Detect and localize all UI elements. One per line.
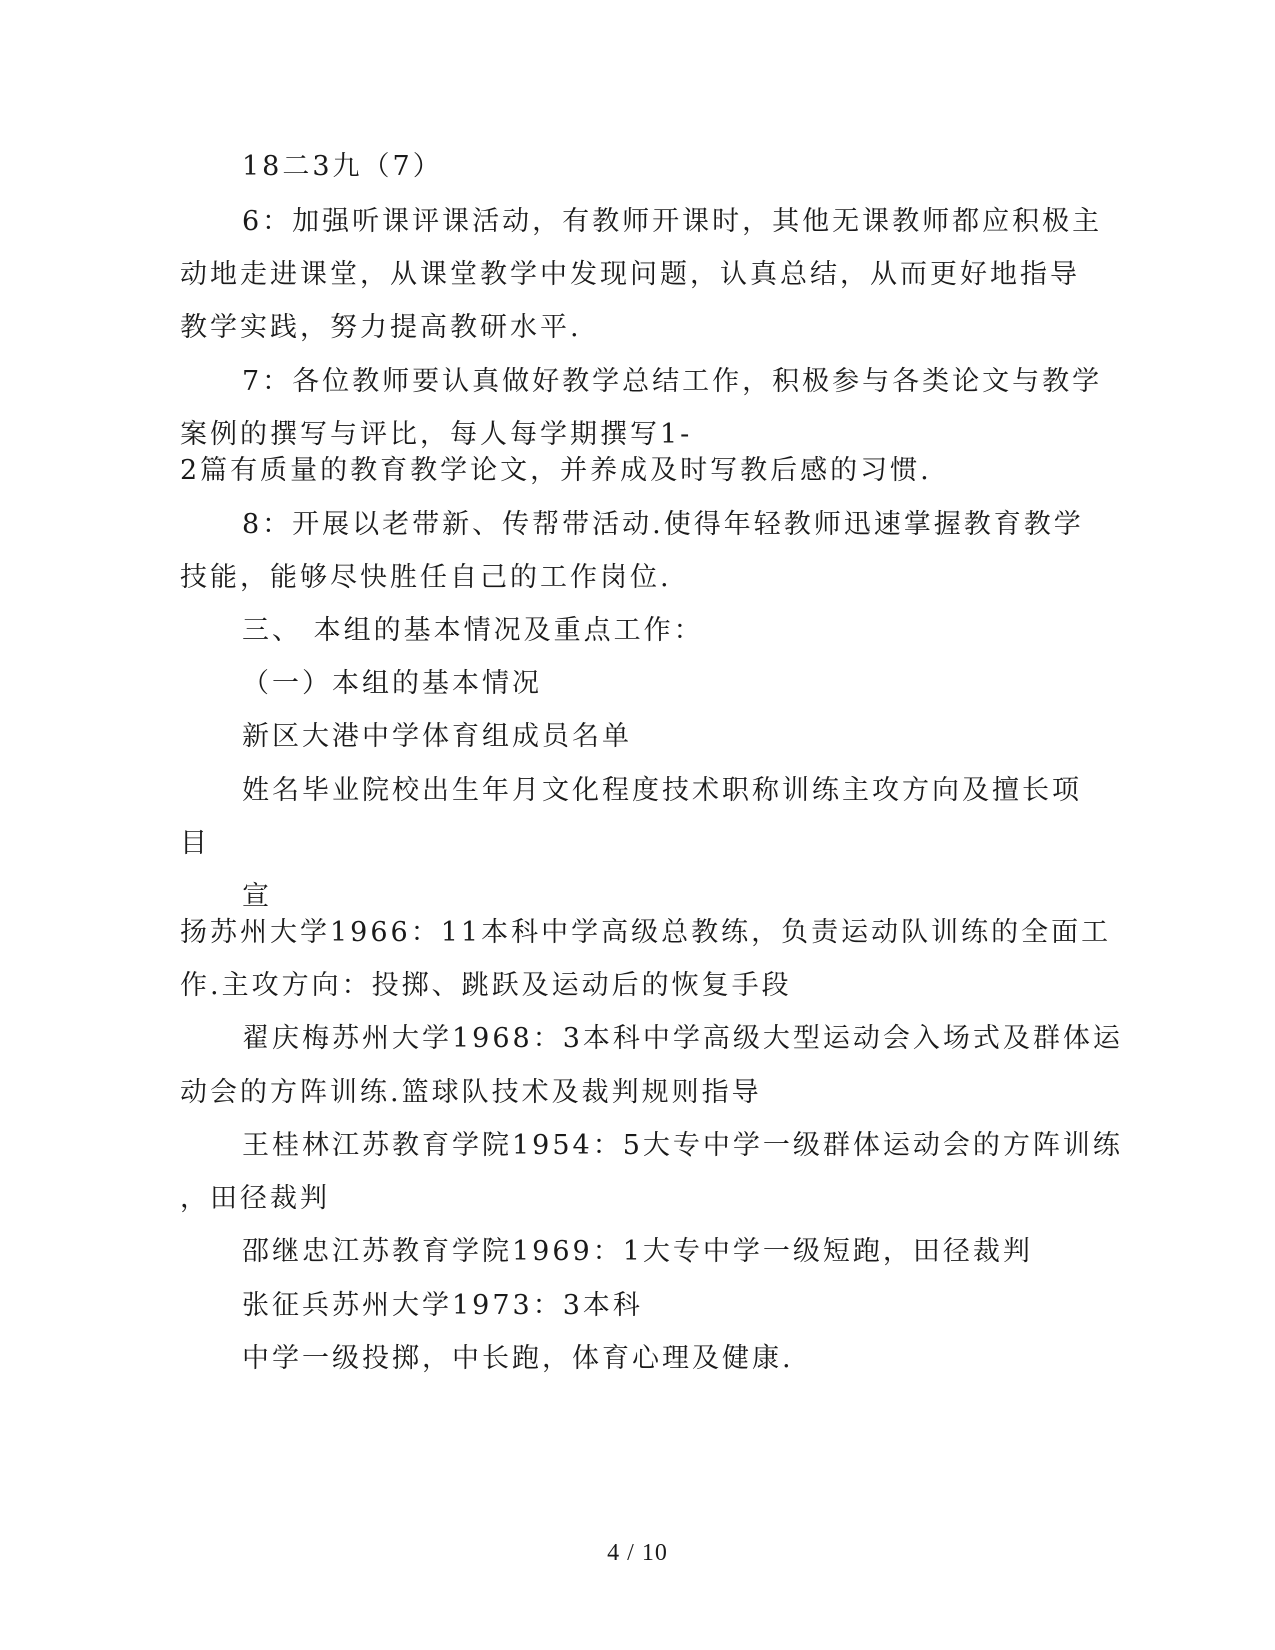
- text-line: 中学一级投掷，中长跑，体育心理及健康.: [242, 1343, 794, 1374]
- text-line: 动会的方阵训练.篮球队技术及裁判规则指导: [180, 1077, 762, 1108]
- text-line: 作.主攻方向：投掷、跳跃及运动后的恢复手段: [180, 970, 792, 1001]
- text-line: 2篇有质量的教育教学论文，并养成及时写教后感的习惯.: [180, 455, 932, 486]
- text-line: 技能，能够尽快胜任自己的工作岗位.: [180, 562, 672, 593]
- subsection-heading: （一）本组的基本情况: [242, 668, 542, 699]
- text-line: 8：开展以老带新、传帮带活动.使得年轻教师迅速掌握教育教学: [242, 509, 1084, 540]
- text-line: 7：各位教师要认真做好教学总结工作，积极参与各类论文与教学: [242, 366, 1103, 397]
- text-line: 张征兵苏州大学1973：3本科: [242, 1290, 643, 1321]
- text-line: 宣: [242, 881, 272, 912]
- text-line: 案例的撰写与评比，每人每学期撰写1-: [180, 419, 693, 450]
- text-line: 扬苏州大学1966：11本科中学高级总教练，负责运动队训练的全面工: [180, 917, 1112, 948]
- section-heading: 三、 本组的基本情况及重点工作：: [242, 615, 704, 646]
- text-line: 18二3九（7）: [242, 151, 443, 182]
- text-line: 新区大港中学体育组成员名单: [242, 721, 632, 752]
- text-line: ，田径裁判: [180, 1183, 330, 1214]
- page-number: 4 / 10: [607, 1540, 668, 1566]
- text-line: 翟庆梅苏州大学1968：3本科中学高级大型运动会入场式及群体运: [242, 1023, 1123, 1054]
- text-line: 邵继忠江苏教育学院1969：1大专中学一级短跑，田径裁判: [242, 1236, 1033, 1267]
- text-line: 王桂林江苏教育学院1954：5大专中学一级群体运动会的方阵训练: [242, 1130, 1123, 1161]
- text-line: 姓名毕业院校出生年月文化程度技术职称训练主攻方向及擅长项: [242, 775, 1082, 806]
- text-line: 动地走进课堂，从课堂教学中发现问题，认真总结，从而更好地指导: [180, 259, 1080, 290]
- text-line: 目: [180, 828, 210, 859]
- text-line: 6：加强听课评课活动，有教师开课时，其他无课教师都应积极主: [242, 206, 1103, 237]
- text-line: 教学实践，努力提高教研水平.: [180, 312, 582, 343]
